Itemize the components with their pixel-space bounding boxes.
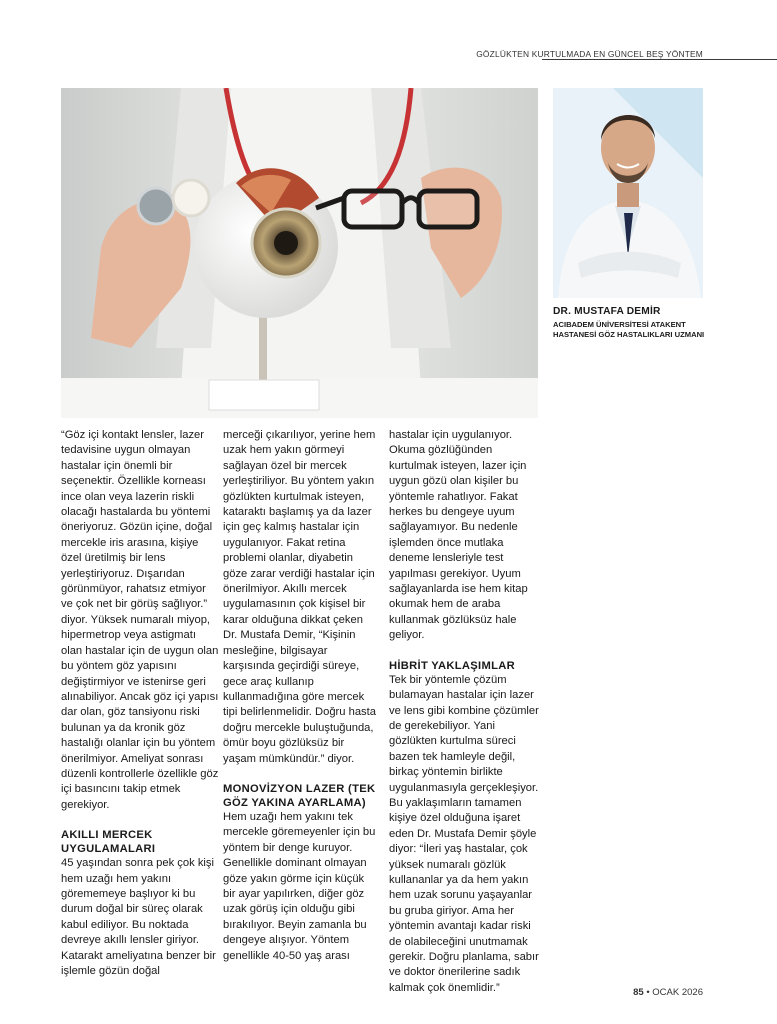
article-column-2: [223, 428, 377, 964]
section-header: GÖZLÜKTEN KURTULMADA EN GÜNCEL BEŞ YÖNTEM: [476, 49, 703, 59]
header-rule: [542, 59, 777, 60]
paragraph: Hem uzağı hem yakını tek mercekle göremeyenler için bu yöntem bir denge kuruyor. Genellikle dominant olmayan göze yakın görme için küçük bir ayar yapılırken, diğer göz uzak görüş için olduğu gibi bırakılıyor. Beyin zamanla bu dengeye alışıyor. Yöntem genellikle 40-50 yaş arası: [223, 810, 376, 962]
subheading: HİBRİT YAKLAŞIMLAR: [389, 659, 515, 672]
main-photo: [61, 88, 538, 418]
paragraph: hastalar için uygulanıyor. Okuma gözlüğünden kurtulmak isteyen, lazer için uygun gözü olan kişiler bu yöntemle rahatlıyor. Fakat herkes bu dengeye uyum sağlayamıyor. Bu nedenle işlemden önce mutlaka deneme lensleriyle test yapılması gerekiyor. Uyum sağlayanlarda ise hem kitap okumak hem de araba kullanmak gözlüksüz hale geliyor.: [389, 429, 528, 642]
article-column-3: [389, 428, 539, 996]
paragraph: 45 yaşından sonra pek çok kişi hem uzağı hem yakını görememeye başlıyor ki bu durum doğal bir süreç olarak kabul ediliyor. Bu noktada devreye akıllı lensler giriyor. Katarakt ameliyatına benzer bir işlemle gözün doğal: [61, 857, 216, 977]
page-folio: [633, 987, 703, 998]
paragraph: merceği çıkarılıyor, yerine hem uzak hem yakın görmeyi sağlayan özel bir mercek yerleştiriliyor. Bu yöntem yakın gözlükten kurtulmak isteyen, kataraktı başlamış ya da lazer için geç kalmış hastalar için uygulanıyor. Fakat retina problemi olanlar, diyabetin göze zarar verdiği hastalar için önerilmiyor. Akıllı mercek uygulamasının çok kişisel bir karar olduğuna dikkat çeken Dr. Mustafa Demir, “Kişinin mesleğine, bilgisayar karşısında geçirdiği süreye, gece araç kullanıp kullanmadığına göre mercek tipi belirlenmelidir. Doğru hasta doğru mercekle buluştuğunda, ömür boyu gözlüksüz bir yaşam mümkündür.” diyor.: [223, 429, 376, 765]
subheading: AKILLI MERCEK UYGULAMALARI: [61, 829, 156, 856]
folio-bullet: •: [646, 987, 650, 998]
eye-model-illustration: [61, 88, 538, 418]
author-portrait: [553, 88, 703, 298]
author-name: DR. MUSTAFA DEMİR: [553, 306, 661, 317]
paragraph: “Göz içi kontakt lensler, lazer tedavisine uygun olmayan hastalar için önemli bir seçenektir. Özellikle korneası ince olan veya lazerin riskli olacağı hastalarda bu yöntemi öneriyoruz. Gözün içine, doğal mercekle iris arasına, kişiye özel üretilmiş bir lens yerleştiriyoruz. Dışarıdan görünmüyor, rahatsız etmiyor ve çok net bir görüş sağlıyor.” diyor. Yüksek numaralı miyop, hipermetrop veya astigmatı olan hastalar için de uygun olan bu yöntem göz yapısını değiştirmiyor ve istenirse geri alınabiliyor. Ancak göz içi yapısı dar olan, göz tansiyonu riski bulunan ya da kronik göz hastalığı olanlar için bu yöntem önerilmiyor. Ameliyat sonrası düzenli kontrollerle özellikle göz içi basıncını takip etmek gerekiyor.: [61, 429, 219, 811]
article-column-1: [61, 428, 219, 979]
paragraph: Tek bir yöntemle çözüm bulamayan hastalar için lazer ve lens gibi kombine çözümler de gerekebiliyor. Yani gözlükten kurtulma süreci bazen tek hamleyle değil, birkaç yöntemin birlikte uygulanmasıyla gerçekleşiyor. Bu yaklaşımların tamamen kişiye özel olduğuna işaret eden Dr. Mustafa Demir şöyle diyor: “İleri yaş hastalar, çok yüksek numaralı gözlük kullananlar ya da hem yakın hem uzak sorunu yaşayanlar bu gruba giriyor. Ama her yöntemin avantajı kadar riski de olabileceğini unutmamak gerekir. Doğru planlama, sabır ve doktor önerilerine sadık kalmak çok önemlidir.”: [389, 673, 539, 994]
doctor-avatar: [553, 88, 703, 298]
page-number: 85: [633, 987, 644, 998]
subheading: MONOVİZYON LAZER (TEK GÖZ YAKINA AYARLAMA): [223, 782, 376, 809]
issue-date: OCAK 2026: [652, 987, 703, 998]
author-title: ACIBADEM ÜNİVERSİTESİ ATAKENT HASTANESİ GÖZ HASTALIKLARI UZMANI: [553, 320, 705, 339]
